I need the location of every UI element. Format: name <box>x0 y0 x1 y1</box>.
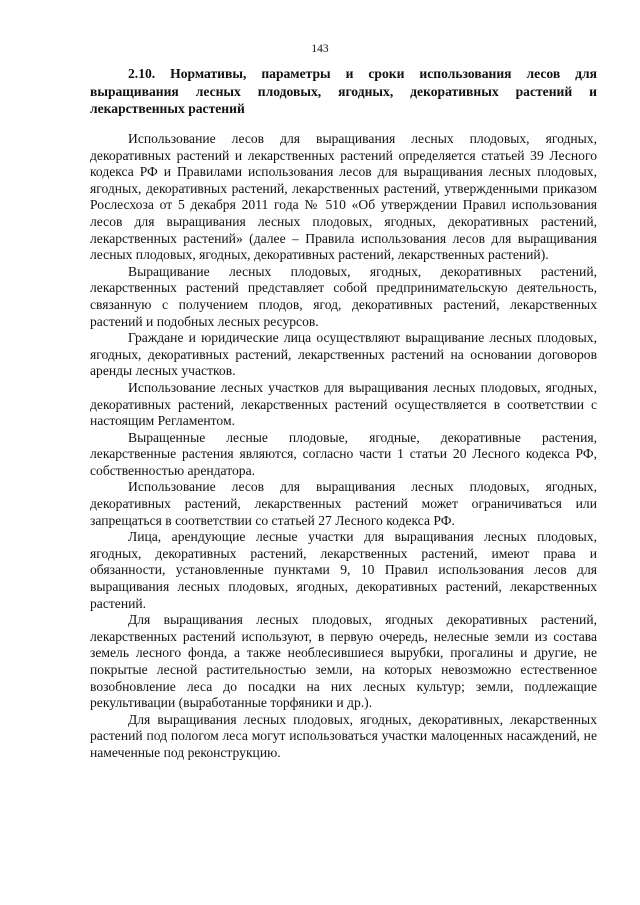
paragraph: Выращивание лесных плодовых, ягодных, декоративных растений, лекарственных растений представляет собой предпринимательскую деятельность, связанную с получением плодов, ягод, декоративных растений, лекарственных растений и подобных лесных ресурсов. <box>90 263 597 329</box>
paragraph: Лица, арендующие лесные участки для выращивания лесных плодовых, ягодных, декоративных растений, лекарственных растений, имеют права и обязанности, установленные пунктами 9, 10 Правил использования лесов для выращивания лесных плодовых, ягодных, декоративных растений, лекарственных растений. <box>90 529 597 611</box>
paragraph: Выращенные лесные плодовые, ягодные, декоративные растения, лекарственные растения являются, согласно части 1 статьи 20 Лесного кодекса РФ, собственностью арендатора. <box>90 429 597 478</box>
paragraph: Для выращивания лесных плодовых, ягодных декоративных растений, лекарственных растений используют, в первую очередь, нелесные земли из состава земель лесного фонда, а также необлесившиеся вырубки, прогалины и другие, не покрытые лесной растительностью земли, на которых невозможно естественное возобновление леса до посадки на них лесных культур; земли, подлежащие рекультивации (выработанные торфяники и др.). <box>90 612 597 711</box>
paragraph: Для выращивания лесных плодовых, ягодных, декоративных, лекарственных растений под пологом леса могут использоваться участки малоценных насаждений, не намеченные под реконструкцию. <box>90 711 597 760</box>
paragraph: Использование лесов для выращивания лесных плодовых, ягодных, декоративных растений и лекарственных растений определяется статьей 39 Лесного кодекса РФ и Правилами использования лесов для выращивания лесных плодовых, ягодных, декоративных растений, лекарственных растений, утвержденными приказом Рослесхоза от 5 декабря 2011 года № 510 «Об утверждении Правил использования лесов для выращивания лесных плодовых, ягодных, декоративных растений, лекарственных растений» (далее – Правила использования лесов для выращивания лесных плодовых, ягодных, декоративных растений, лекарственных растений). <box>90 131 597 263</box>
page-number: 143 <box>311 43 329 55</box>
paragraph: Использование лесных участков для выращивания лесных плодовых, ягодных, декоративных растений, лекарственных растений осуществляется в соответствии с настоящим Регламентом. <box>90 379 597 429</box>
paragraph: Граждане и юридические лица осуществляют выращивание лесных плодовых, ягодных, декоративных растений, лекарственных растений на основании договоров аренды лесных участков. <box>90 330 597 379</box>
section-body <box>90 131 597 762</box>
paragraph: Использование лесов для выращивания лесных плодовых, ягодных, декоративных растений, лекарственных растений может ограничиваться или запрещаться в соответствии со статьей 27 Лесного кодекса РФ. <box>90 479 597 528</box>
section-heading: 2.10. Нормативы, параметры и сроки использования лесов для выращивания лесных плодовых, ягодных, декоративных растений и лекарственных растений <box>90 66 597 116</box>
